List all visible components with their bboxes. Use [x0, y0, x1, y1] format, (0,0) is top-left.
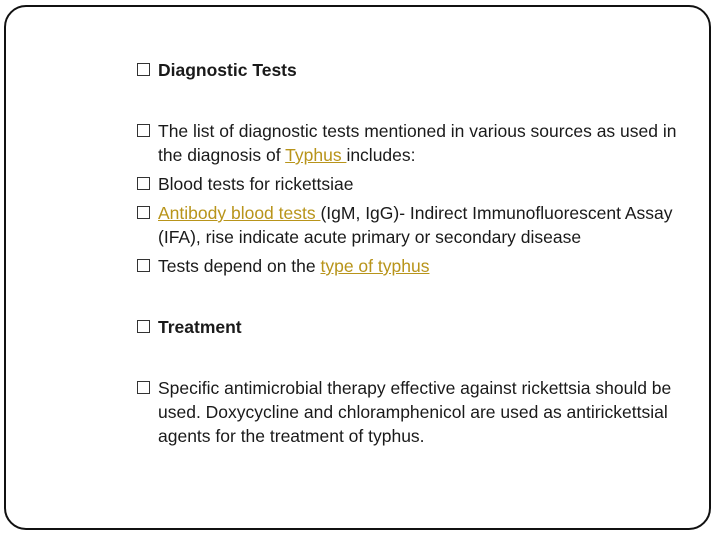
antibody-blood-tests-link[interactable]: Antibody blood tests	[158, 203, 321, 223]
checkbox-bullet-icon	[137, 124, 150, 137]
bullet-treatment-details: Specific antimicrobial therapy effective against rickettsia should be used. Doxycycline and chloramphenicol are used as antirickettsial agents for the treatment of typhus.	[137, 376, 697, 448]
typhus-link[interactable]: Typhus	[285, 145, 347, 165]
heading-diagnostic-tests: Diagnostic Tests	[137, 58, 697, 82]
checkbox-bullet-icon	[137, 381, 150, 394]
checkbox-bullet-icon	[137, 259, 150, 272]
checkbox-bullet-icon	[137, 177, 150, 190]
bullet-tests-depend: Tests depend on the type of typhus	[137, 254, 697, 278]
checkbox-bullet-icon	[137, 320, 150, 333]
heading-treatment: Treatment	[137, 315, 697, 339]
bullet-blood-tests: Blood tests for rickettsiae	[137, 172, 697, 196]
slide-content	[137, 58, 697, 448]
bullet-diagnostic-list: The list of diagnostic tests mentioned in various sources as used in the diagnosis of Typhus includes:	[137, 119, 697, 167]
bullet-antibody-tests: Antibody blood tests (IgM, IgG)- Indirect Immunofluorescent Assay (IFA), rise indicate acute primary or secondary disease	[137, 201, 697, 249]
checkbox-bullet-icon	[137, 206, 150, 219]
checkbox-bullet-icon	[137, 63, 150, 76]
type-of-typhus-link[interactable]: type of typhus	[320, 256, 430, 276]
